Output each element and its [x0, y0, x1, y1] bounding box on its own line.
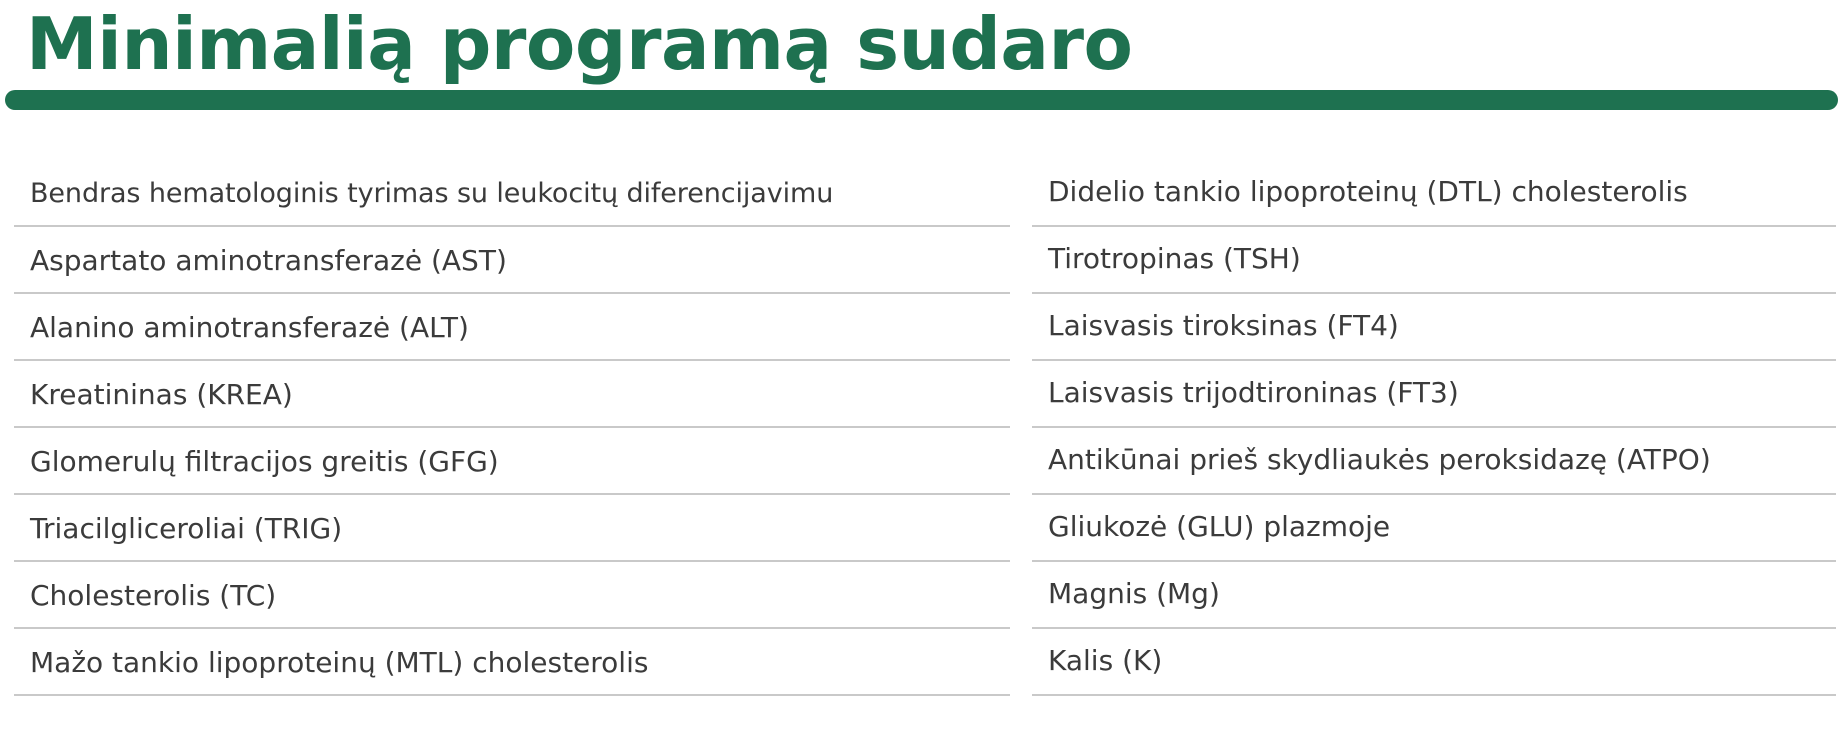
list-item: Magnis (Mg): [1032, 562, 1836, 629]
list-item: Antikūnai prieš skydliaukės peroksidazę (ATPO): [1032, 428, 1836, 495]
list-item: Glomerulų filtracijos greitis (GFG): [14, 428, 1010, 495]
list-item: Laisvasis tiroksinas (FT4): [1032, 294, 1836, 361]
list-item: Didelio tankio lipoproteinų (DTL) cholesterolis: [1032, 160, 1836, 227]
list-item: Laisvasis trijodtironinas (FT3): [1032, 361, 1836, 428]
list-item: Cholesterolis (TC): [14, 562, 1010, 629]
test-list-right: [1032, 160, 1836, 696]
list-item: Kreatininas (KREA): [14, 361, 1010, 428]
list-item: Gliukozė (GLU) plazmoje: [1032, 495, 1836, 562]
list-item: Triacilgliceroliai (TRIG): [14, 495, 1010, 562]
test-list-left: [14, 160, 1010, 696]
list-item: Alanino aminotransferazė (ALT): [14, 294, 1010, 361]
list-item: Tirotropinas (TSH): [1032, 227, 1836, 294]
list-item: Kalis (K): [1032, 629, 1836, 696]
page-title: Minimalią programą sudaro: [26, 2, 1133, 86]
title-underline: [5, 90, 1838, 110]
list-item: Aspartato aminotransferazė (AST): [14, 227, 1010, 294]
list-item: Bendras hematologinis tyrimas su leukocitų diferencijavimu: [14, 160, 1010, 227]
list-item: Mažo tankio lipoproteinų (MTL) cholesterolis: [14, 629, 1010, 696]
